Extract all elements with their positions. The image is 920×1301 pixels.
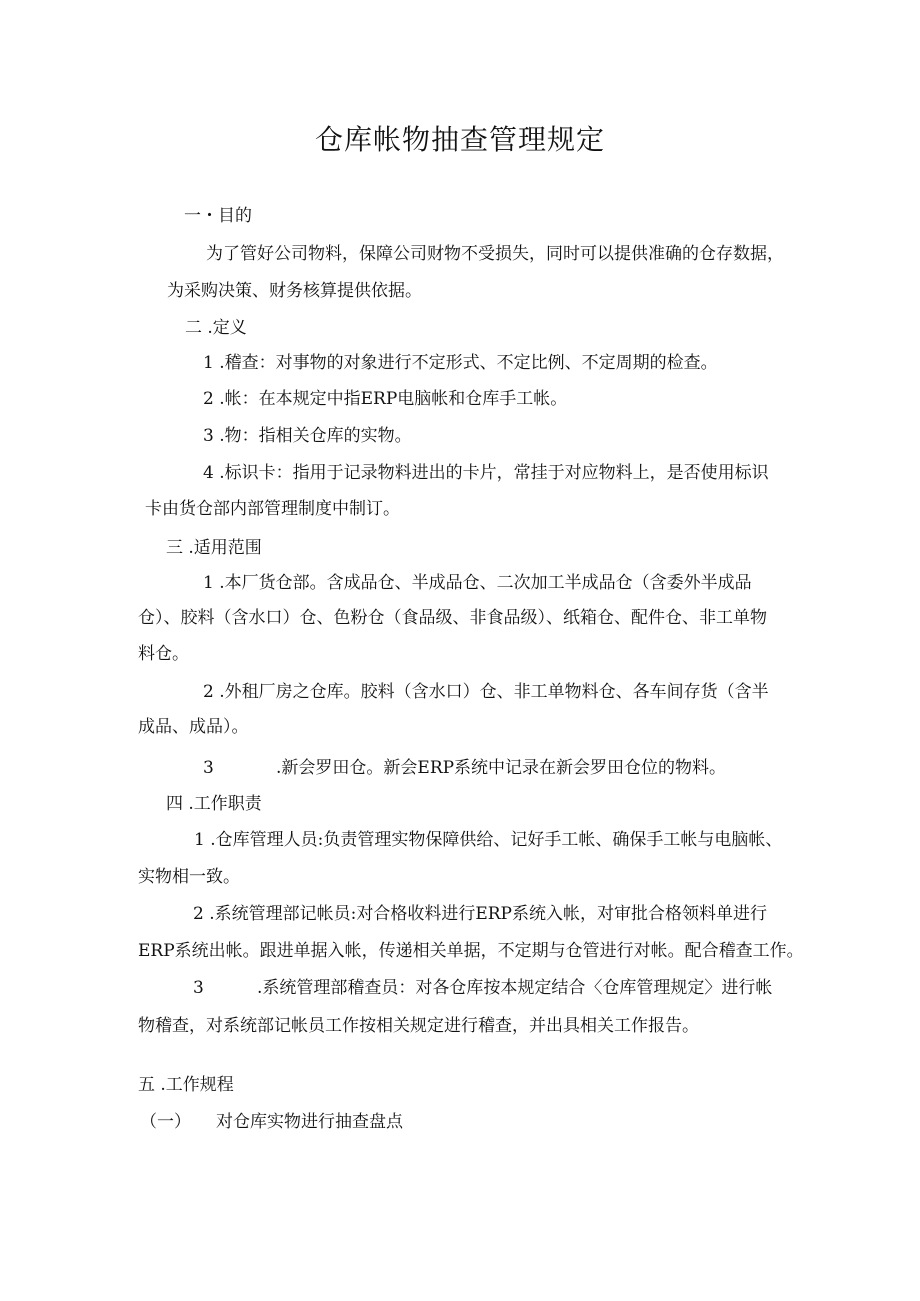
section-4-item-1-line-1: 1 .仓库管理人员:负责管理实物保障供给、记好手工帐、确保手工帐与电脑帐、: [194, 830, 783, 850]
section-1-paragraph-line-1: 为了管好公司物料，保障公司财物不受损失，同时可以提供准确的仓存数据，: [206, 244, 784, 264]
section-1-paragraph-line-2: 为采购决策、财务核算提供依据。: [167, 281, 422, 301]
section-4-item-3-line-1: .系统管理部稽查员：对各仓库按本规定结合〈仓库管理规定〉进行帐: [257, 978, 773, 998]
section-1-heading: 一・目的: [184, 206, 252, 226]
section-2-item-2: 2 .帐：在本规定中指ERP电脑帐和仓库手工帐。: [203, 389, 568, 409]
section-5-subsection-1-number: （一）: [140, 1112, 191, 1132]
section-3-item-3-number: 3: [203, 758, 214, 778]
section-3-item-1-line-1: 1 .本厂货仓部。含成品仓、半成品仓、二次加工半成品仓（含委外半成品: [203, 573, 752, 593]
section-3-item-3-text: .新会罗田仓。新会ERP系统中记录在新会罗田仓位的物料。: [276, 758, 727, 778]
section-4-item-2-line-1: 2 .系统管理部记帐员:对合格收料进行ERP系统入帐，对审批合格领料单进行: [193, 904, 767, 924]
section-4-item-3-line-2: 物稽查，对系统部记帐员工作按相关规定进行稽查，并出具相关工作报告。: [138, 1016, 699, 1036]
section-4-heading: 四 .工作职责: [166, 794, 262, 814]
section-2-item-1: 1 .稽查：对事物的对象进行不定形式、不定比例、不定周期的检查。: [203, 353, 718, 373]
section-5-subsection-1-text: 对仓库实物进行抽查盘点: [216, 1112, 403, 1132]
section-5-heading: 五 .工作规程: [138, 1075, 234, 1095]
section-2-item-3: 3 .物：指相关仓库的实物。: [203, 426, 412, 446]
section-3-item-2-line-1: 2 .外租厂房之仓库。胶料（含水口）仓、非工单物料仓、各车间存货（含半: [203, 682, 769, 702]
section-3-item-1-line-3: 料仓。: [138, 644, 189, 664]
section-3-item-2-line-2: 成品、成品）。: [138, 717, 249, 737]
section-4-item-1-line-2: 实物相一致。: [138, 867, 240, 887]
section-2-item-4-line-1: 4 .标识卡：指用于记录物料进出的卡片，常挂于对应物料上，是否使用标识: [203, 463, 769, 483]
section-2-item-4-line-2: 卡由货仓部内部管理制度中制订。: [145, 499, 400, 519]
section-4-item-3-number: 3: [193, 978, 204, 998]
section-2-heading: 二 .定义: [185, 318, 247, 338]
section-3-item-1-line-2: 仓）、胶料（含水口）仓、色粉仓（食品级、非食品级）、纸箱仓、配件仓、非工单物: [138, 608, 767, 628]
document-title: 仓库帐物抽查管理规定: [314, 123, 605, 156]
section-3-heading: 三 .适用范围: [166, 538, 262, 558]
section-4-item-2-line-2: ERP系统出帐。跟进单据入帐，传递相关单据，不定期与仓管进行对帐。配合稽查工作。: [138, 941, 804, 961]
